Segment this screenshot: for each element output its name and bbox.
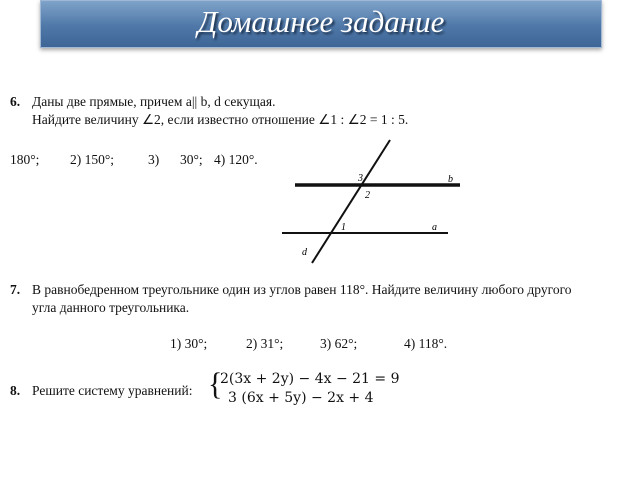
equation-1: 2(3x + 2y) − 4x − 21 = 9 — [220, 371, 400, 387]
task8-text: Решите систему уравнений: — [32, 383, 193, 398]
label-line-d: d — [302, 247, 307, 258]
task6-number: 6. — [10, 94, 21, 109]
label-angle-1: 1 — [341, 222, 346, 233]
task8-number: 8. — [10, 383, 21, 398]
task7-line1: В равнобедренном треугольнике один из углов равен 118°. Найдите величину любого другого — [32, 282, 572, 297]
equation-2: 3 (6x + 5y) − 2x + 4 — [228, 390, 374, 406]
label-line-a: a — [432, 222, 437, 233]
task7-line2: угла данного треугольника. — [32, 300, 190, 315]
task6-answer-2: 2) 150°; — [70, 152, 115, 167]
task7-answer-3: 3) 62°; — [320, 336, 358, 351]
task7-answer-1: 1) 30°; — [170, 336, 208, 351]
task6-line1: Даны две прямые, причем a|| b, d секущая. — [32, 94, 276, 109]
task6-answer-3: 3) — [148, 152, 160, 167]
line-d — [312, 140, 390, 263]
task7-number: 7. — [10, 282, 21, 297]
label-line-b: b — [448, 174, 453, 185]
task7-answer-2: 2) 31°; — [246, 336, 284, 351]
task6-answer-3-value: 30°; — [180, 152, 203, 167]
task6-line2: Найдите величину ∠2, если известно отношение ∠1 : ∠2 = 1 : 5. — [32, 112, 409, 127]
title-banner — [40, 0, 602, 48]
label-angle-3: 3 — [358, 173, 363, 184]
parallel-lines-figure — [270, 135, 460, 270]
task6-answer-1: 180°; — [10, 152, 40, 167]
task7-answer-4: 4) 118°. — [404, 336, 448, 351]
label-angle-2: 2 — [365, 190, 370, 201]
page-title: Домашнее задание — [197, 4, 445, 39]
system-brace: { — [208, 367, 223, 402]
task6-answer-4: 4) 120°. — [214, 152, 258, 167]
